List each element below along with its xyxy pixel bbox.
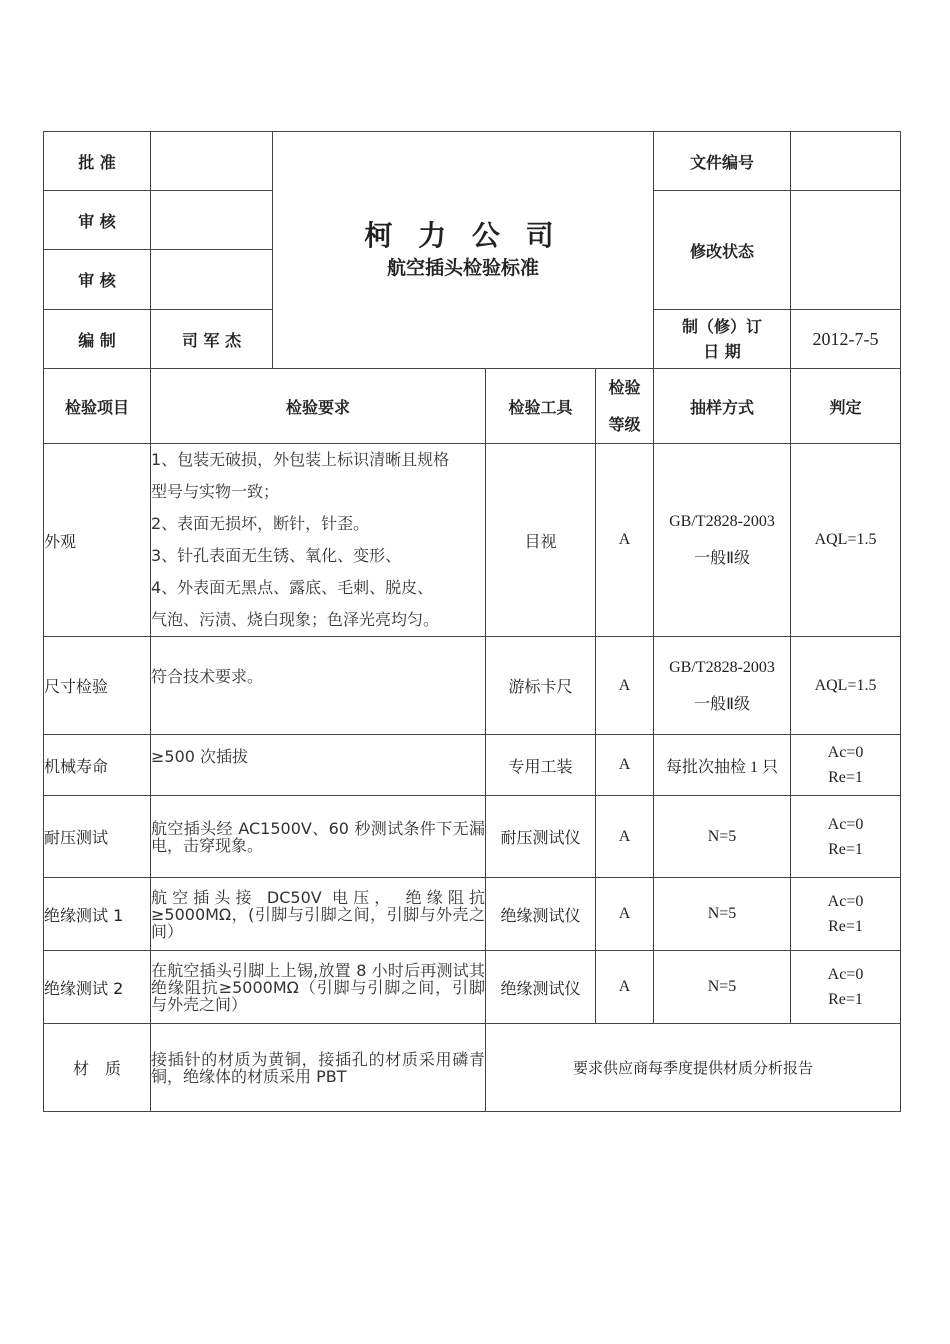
row-sampling: 每批次抽检 1 只 (654, 735, 791, 796)
revision-status-value (791, 191, 901, 310)
row-sampling: N=5 (654, 796, 791, 878)
row-level: A (596, 444, 654, 637)
row-requirement: 航空插头接 DC50V 电压， 绝缘阻抗≥5000MΩ，(引脚与引脚之间，引脚与外壳之间） (151, 878, 486, 951)
approve-value (151, 132, 273, 191)
judge-reject: Re=1 (828, 769, 863, 786)
compile-label: 编 制 (44, 310, 151, 369)
row-item: 外观 (44, 444, 151, 637)
requirement-line: 2、表面无损坏，断针，针歪。 (151, 514, 370, 533)
judge-reject: Re=1 (828, 991, 863, 1008)
header-row-approve (44, 132, 901, 191)
revision-date-label-line1: 制（修）订 (682, 317, 763, 336)
col-level (596, 369, 654, 444)
col-tool: 检验工具 (486, 369, 596, 444)
row-tool: 游标卡尺 (486, 637, 596, 735)
row-judge (791, 951, 901, 1024)
document-title: 航空插头检验标准 (387, 257, 540, 279)
row-tool: 耐压测试仪 (486, 796, 596, 878)
row-level: A (596, 796, 654, 878)
judge-accept: Ac=0 (827, 966, 864, 983)
col-requirement: 检验要求 (151, 369, 486, 444)
row-level: A (596, 951, 654, 1024)
material-report-note: 要求供应商每季度提供材质分析报告 (486, 1024, 901, 1112)
approve-label: 批 准 (44, 132, 151, 191)
col-level-line2: 等级 (608, 415, 641, 434)
table-row (44, 735, 901, 796)
requirement-line: 型号与实物一致； (151, 482, 280, 501)
requirement-line: 4、外表面无黑点、露底、毛刺、脱皮、 (151, 578, 434, 597)
row-judge (791, 878, 901, 951)
inspection-standard-table (43, 131, 901, 1112)
row-level: A (596, 735, 654, 796)
row-tool: 绝缘测试仪 (486, 951, 596, 1024)
row-requirement: 在航空插头引脚上上锡,放置 8 小时后再测试其绝缘阻抗≥5000MΩ（引脚与引脚之间，引脚与外壳之间） (151, 951, 486, 1024)
revision-date-value: 2012-7-5 (791, 310, 901, 369)
judge-reject: Re=1 (828, 918, 863, 935)
table-row (44, 637, 901, 735)
row-tool: 绝缘测试仪 (486, 878, 596, 951)
company-name: 柯 力 公 司 (364, 219, 562, 252)
judge-accept: Ac=0 (827, 744, 864, 761)
revision-status-label: 修改状态 (654, 191, 791, 310)
row-tool: 目视 (486, 444, 596, 637)
col-item: 检验项目 (44, 369, 151, 444)
sampling-standard: GB/T2828-2003 (669, 658, 775, 676)
row-requirement: 接插针的材质为黄铜，接插孔的材质采用磷青铜，绝缘体的材质采用 PBT (151, 1024, 486, 1112)
review2-label: 审 核 (44, 250, 151, 310)
table-row (44, 951, 901, 1024)
col-sampling: 抽样方式 (654, 369, 791, 444)
row-judge (791, 735, 901, 796)
row-requirement (151, 444, 486, 637)
row-requirement: 符合技术要求。 (151, 637, 486, 735)
sampling-standard: GB/T2828-2003 (669, 513, 775, 530)
table-row (44, 1024, 901, 1112)
row-sampling (654, 444, 791, 637)
judge-reject: Re=1 (828, 840, 863, 858)
revision-date-label (654, 310, 791, 369)
requirement-line: 1、包装无破损，外包装上标识清晰且规格 (151, 450, 450, 469)
row-judge (791, 796, 901, 878)
row-sampling: N=5 (654, 951, 791, 1024)
row-item: 材 质 (44, 1024, 151, 1112)
review1-label: 审 核 (44, 191, 151, 250)
row-level: A (596, 878, 654, 951)
row-tool: 专用工装 (486, 735, 596, 796)
sampling-level: 一般Ⅱ级 (694, 695, 750, 713)
row-requirement: 航空插头经 AC1500V、60 秒测试条件下无漏电，击穿现象。 (151, 796, 486, 878)
row-judge: AQL=1.5 (791, 444, 901, 637)
column-header-row (44, 369, 901, 444)
row-item: 绝缘测试 2 (44, 951, 151, 1024)
judge-accept: Ac=0 (827, 893, 864, 910)
table-row (44, 796, 901, 878)
row-sampling: N=5 (654, 878, 791, 951)
col-level-line1: 检验 (608, 378, 641, 397)
requirement-line: 3、针孔表面无生锈、氧化、变形、 (151, 546, 402, 565)
revision-date-label-line2: 日 期 (703, 342, 741, 361)
row-requirement: ≥500 次插拔 (151, 735, 486, 796)
row-item: 耐压测试 (44, 796, 151, 878)
row-sampling (654, 637, 791, 735)
row-item: 机械寿命 (44, 735, 151, 796)
row-judge: AQL=1.5 (791, 637, 901, 735)
table-row (44, 444, 901, 637)
judge-accept: Ac=0 (827, 815, 864, 833)
row-item: 尺寸检验 (44, 637, 151, 735)
compiler-name: 司 军 杰 (151, 310, 273, 369)
col-judge: 判定 (791, 369, 901, 444)
doc-number-label: 文件编号 (654, 132, 791, 191)
title-cell (273, 132, 654, 369)
review2-value (151, 250, 273, 310)
table-row (44, 878, 901, 951)
row-level: A (596, 637, 654, 735)
requirement-line: 气泡、污渍、烧白现象；色泽光亮均匀。 (151, 610, 440, 629)
sampling-level: 一般Ⅱ级 (694, 550, 750, 567)
row-item: 绝缘测试 1 (44, 878, 151, 951)
review1-value (151, 191, 273, 250)
doc-number-value (791, 132, 901, 191)
